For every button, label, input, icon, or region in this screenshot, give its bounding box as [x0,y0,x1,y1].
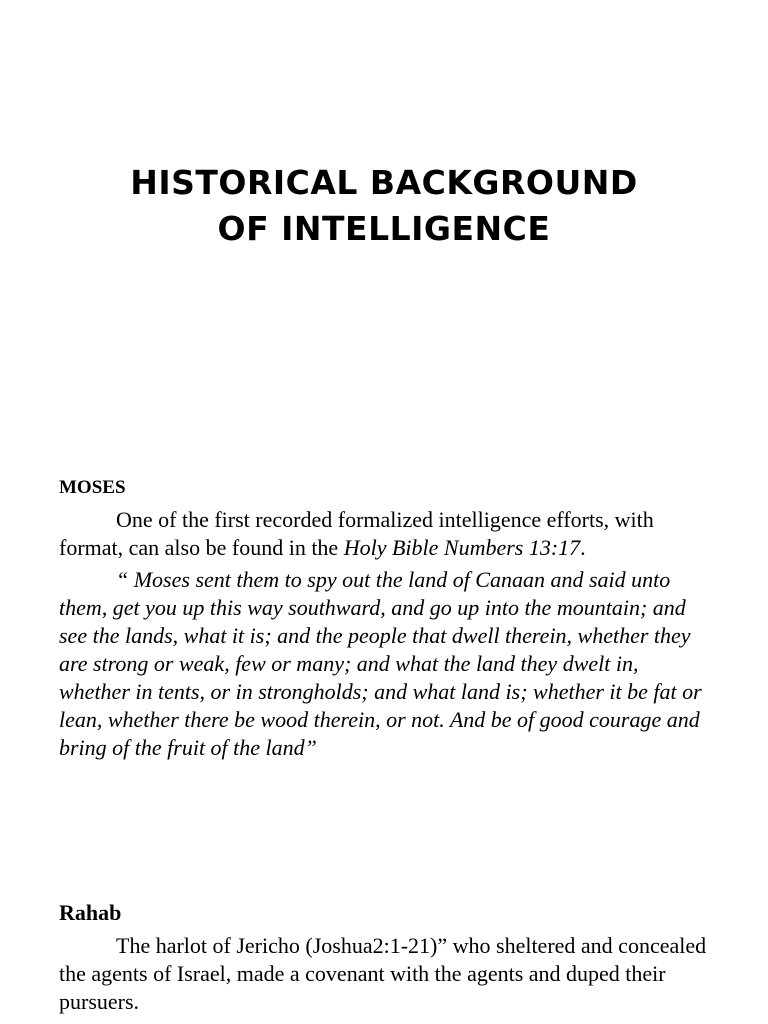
bible-reference: Holy Bible Numbers 13:17 [343,535,581,560]
section-heading-rahab: Rahab [59,900,122,925]
section-moses [59,474,711,766]
page-title [0,160,768,252]
moses-paragraph-end: . [580,535,586,560]
moses-paragraph [59,506,711,562]
title-line-1: HISTORICAL BACKGROUND [130,163,638,202]
section-rahab [59,898,711,1020]
title-line-2: OF INTELLIGENCE [217,209,551,248]
section-heading-moses: MOSES [59,477,126,498]
moses-paragraph-text: One of the first recorded formalized intelligence efforts, with format, can also be found in the [59,507,654,560]
rahab-paragraph: The harlot of Jericho (Joshua2:1-21)” who sheltered and concealed the agents of Israel, made a covenant with the agents and duped their pursuers. [59,933,707,1014]
moses-quote: “ Moses sent them to spy out the land of Canaan and said unto them, get you up this way southward, and go up into the mountain; and see the lands, what it is; and the people that dwell therein, whether they are strong or weak, few or many; and what the land they dwelt in, whether in tents, or in strongholds; and what land is; whether it be fat or lean, whether there be wood therein, or not. And be of good courage and bring of the fruit of the land” [59,567,702,760]
